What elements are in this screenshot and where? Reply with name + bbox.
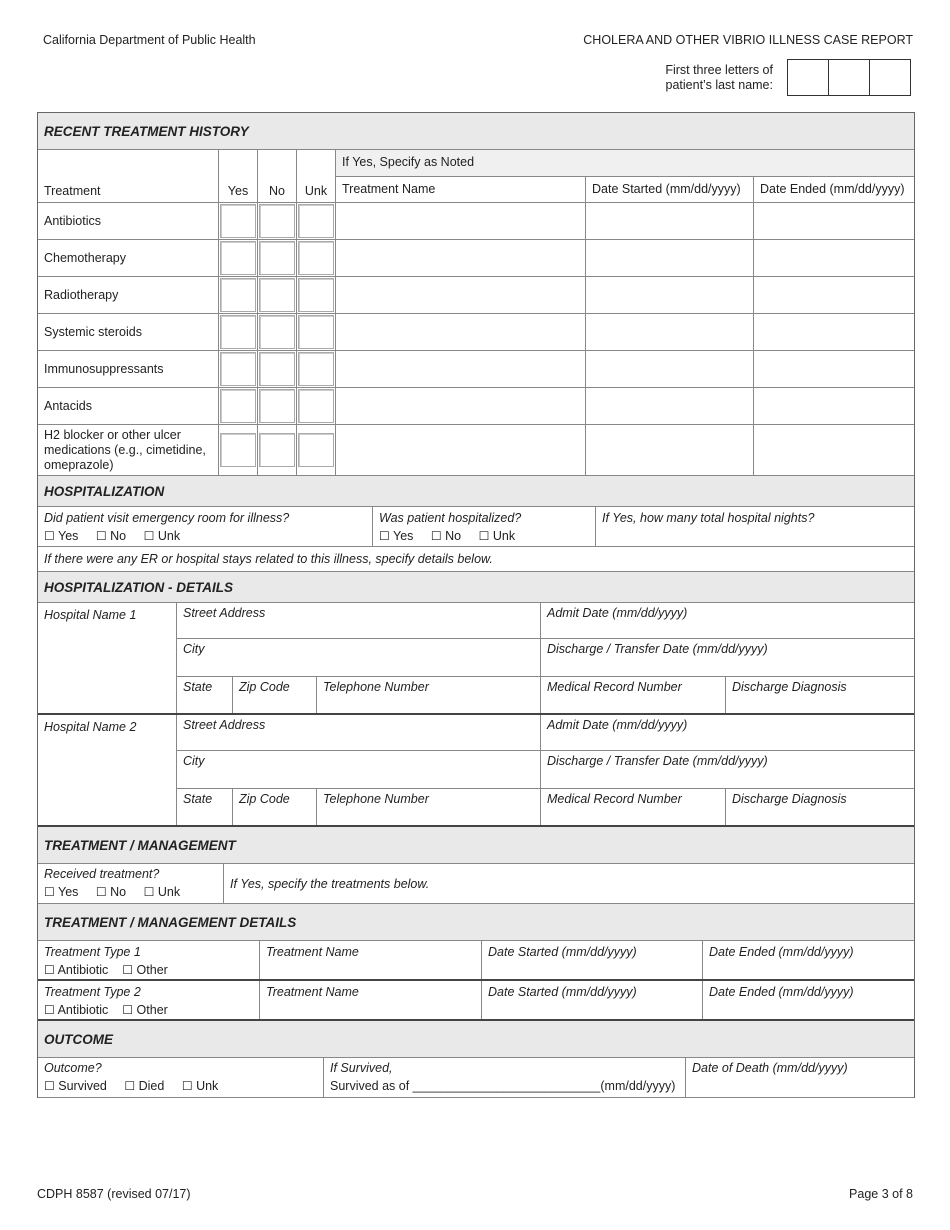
treatment-label: H2 blocker or other ulcer medications (e.g., cimetidine, omeprazole)	[38, 425, 219, 475]
date-started-field[interactable]	[586, 388, 754, 424]
treatment-label: Immunosuppressants	[38, 351, 219, 387]
section-treatment-management: TREATMENT / MANAGEMENT	[38, 827, 914, 864]
survived-as-of-field[interactable]: If Survived, Survived as of ___________________________(mm/dd/yyyy)	[324, 1058, 686, 1097]
section-treatment-management-details: TREATMENT / MANAGEMENT DETAILS	[38, 904, 914, 941]
date-of-death-field[interactable]: Date of Death (mm/dd/yyyy)	[692, 1061, 848, 1075]
treatment-type-field: Treatment Type 2 ☐ Antibiotic ☐ Other	[38, 981, 260, 1019]
street-address-field[interactable]: Street Address	[177, 715, 541, 750]
checkbox-icon: ☐	[44, 885, 55, 899]
treatment-name-field[interactable]	[336, 314, 586, 350]
treatment-type-field: Treatment Type 1 ☐ Antibiotic ☐ Other	[38, 941, 260, 979]
treatment-label: Chemotherapy	[38, 240, 219, 276]
treatment-name-field[interactable]	[336, 240, 586, 276]
yes-checkbox[interactable]	[219, 314, 258, 350]
zip-code-field[interactable]: Zip Code	[233, 789, 317, 825]
unk-checkbox[interactable]	[297, 203, 336, 239]
date-ended-field[interactable]	[754, 314, 914, 350]
date-started-field[interactable]	[586, 240, 754, 276]
treatment-label: Antacids	[38, 388, 219, 424]
checkbox-icon: ☐	[122, 963, 134, 977]
yes-checkbox[interactable]	[219, 351, 258, 387]
checkbox-icon: ☐	[478, 529, 490, 543]
hosp-yes-option[interactable]: ☐ Yes	[379, 529, 414, 543]
unk-checkbox[interactable]	[297, 425, 336, 475]
yes-checkbox[interactable]	[219, 388, 258, 424]
medical-record-number-field[interactable]: Medical Record Number	[541, 789, 726, 825]
checkbox-icon: ☐	[44, 963, 55, 977]
city-field[interactable]: City	[177, 639, 541, 675]
no-checkbox[interactable]	[258, 240, 297, 276]
discharge-diagnosis-field[interactable]: Discharge Diagnosis	[732, 791, 847, 806]
treatment-name-field[interactable]: Treatment Name	[260, 981, 482, 1019]
discharge-diagnosis-field[interactable]: Discharge Diagnosis	[732, 679, 847, 694]
checkbox-icon: ☐	[122, 1003, 134, 1017]
form-id: CDPH 8587 (revised 07/17)	[37, 1187, 191, 1201]
checkbox-icon: ☐	[143, 529, 155, 543]
last-name-letter-3-box[interactable]	[870, 59, 911, 96]
col-yes: Yes	[219, 150, 258, 202]
other-option[interactable]: ☐ Other	[122, 963, 168, 977]
yes-checkbox[interactable]	[219, 277, 258, 313]
unk-checkbox[interactable]	[297, 351, 336, 387]
if-yes-specify-label: If Yes, Specify as Noted	[336, 150, 914, 177]
treatment-label: Systemic steroids	[38, 314, 219, 350]
hospitalization-questions	[38, 507, 914, 547]
treatment-row	[38, 240, 914, 277]
outcome-unk-option[interactable]: ☐ Unk	[181, 1079, 219, 1093]
col-treatment-name: Treatment Name	[336, 177, 586, 202]
hospital-block	[38, 715, 914, 827]
street-address-field[interactable]: Street Address	[177, 603, 541, 638]
no-checkbox[interactable]	[258, 351, 297, 387]
discharge-date-field[interactable]: Discharge / Transfer Date (mm/dd/yyyy)	[547, 642, 768, 657]
treatment-name-field[interactable]	[336, 351, 586, 387]
section-outcome: OUTCOME	[38, 1021, 914, 1058]
report-title: CHOLERA AND OTHER VIBRIO ILLNESS CASE REPORT	[583, 33, 913, 47]
admit-date-field[interactable]: Admit Date (mm/dd/yyyy)	[547, 606, 688, 620]
treatment-row	[38, 425, 914, 476]
hospital-block	[38, 603, 914, 715]
last-name-letters-label: First three letters of patient’s last name:	[665, 63, 773, 92]
telephone-field[interactable]: Telephone Number	[317, 677, 541, 713]
state-field[interactable]: State	[177, 677, 233, 713]
date-ended-field[interactable]: Date Ended (mm/dd/yyyy)	[709, 985, 854, 999]
er-visit-question: Did patient visit emergency room for illness? ☐ Yes ☐ No ☐ Unk	[38, 507, 373, 546]
unk-checkbox[interactable]	[297, 314, 336, 350]
antibiotic-option[interactable]: ☐ Antibiotic	[44, 1003, 109, 1017]
date-ended-field[interactable]	[754, 425, 914, 475]
treatment-row	[38, 314, 914, 351]
admit-date-field[interactable]: Admit Date (mm/dd/yyyy)	[547, 718, 688, 732]
treatment-label: Antibiotics	[38, 203, 219, 239]
hospital-blocks	[38, 603, 914, 827]
treatment-label: Radiotherapy	[38, 277, 219, 313]
unk-checkbox[interactable]	[297, 277, 336, 313]
treatment-type-row	[38, 941, 914, 981]
no-checkbox[interactable]	[258, 425, 297, 475]
treatment-type-rows	[38, 941, 914, 1021]
outcome-survived-option[interactable]: ☐ Survived	[44, 1079, 107, 1093]
date-ended-field[interactable]	[754, 203, 914, 239]
checkbox-icon: ☐	[430, 529, 442, 543]
date-started-field[interactable]	[586, 203, 754, 239]
last-name-letter-1-box[interactable]	[787, 59, 829, 96]
treatment-row	[38, 277, 914, 314]
section-treatment-history: RECENT TREATMENT HISTORY	[38, 113, 914, 150]
city-field[interactable]: City	[177, 751, 541, 787]
treatment-type-row	[38, 981, 914, 1021]
hospital-name-field[interactable]: Hospital Name 2	[38, 715, 177, 825]
yes-checkbox[interactable]	[219, 240, 258, 276]
zip-code-field[interactable]: Zip Code	[233, 677, 317, 713]
treatment-history-header	[38, 150, 914, 203]
treatment-specify-note: If Yes, specify the treatments below.	[230, 877, 430, 891]
telephone-field[interactable]: Telephone Number	[317, 789, 541, 825]
col-no: No	[258, 150, 297, 202]
yes-checkbox[interactable]	[219, 425, 258, 475]
date-started-field[interactable]	[586, 314, 754, 350]
treatment-unk-option[interactable]: ☐ Unk	[143, 885, 181, 899]
no-checkbox[interactable]	[258, 314, 297, 350]
outcome-question: Outcome? ☐ Survived ☐ Died ☐ Unk	[38, 1058, 324, 1097]
col-unk: Unk	[297, 150, 336, 202]
hosp-no-option[interactable]: ☐ No	[430, 529, 462, 543]
date-ended-field[interactable]: Date Ended (mm/dd/yyyy)	[709, 945, 854, 959]
yes-checkbox[interactable]	[219, 203, 258, 239]
no-checkbox[interactable]	[258, 277, 297, 313]
checkbox-icon: ☐	[44, 529, 55, 543]
unk-checkbox[interactable]	[297, 240, 336, 276]
col-date-started: Date Started (mm/dd/yyyy)	[586, 177, 754, 202]
last-name-letter-2-box[interactable]	[829, 59, 870, 96]
treatment-name-field[interactable]	[336, 203, 586, 239]
checkbox-icon: ☐	[124, 1079, 136, 1093]
hospital-name-field[interactable]: Hospital Name 1	[38, 603, 177, 713]
hospitalized-question: Was patient hospitalized? ☐ Yes ☐ No ☐ Unk	[373, 507, 596, 546]
page-number: Page 3 of 8	[849, 1187, 913, 1201]
er-hospital-note: If there were any ER or hospital stays related to this illness, specify details below.	[44, 552, 493, 566]
section-hospitalization-details: HOSPITALIZATION - DETAILS	[38, 572, 914, 603]
date-started-field[interactable]	[586, 351, 754, 387]
checkbox-icon: ☐	[95, 885, 107, 899]
date-ended-field[interactable]	[754, 240, 914, 276]
treatment-row	[38, 351, 914, 388]
case-report-form	[37, 112, 915, 1098]
treatment-row	[38, 388, 914, 425]
treatment-row	[38, 203, 914, 240]
date-ended-field[interactable]	[754, 277, 914, 313]
antibiotic-option[interactable]: ☐ Antibiotic	[44, 963, 109, 977]
date-started-field[interactable]	[586, 425, 754, 475]
outcome-died-option[interactable]: ☐ Died	[124, 1079, 165, 1093]
checkbox-icon: ☐	[44, 1003, 55, 1017]
checkbox-icon: ☐	[143, 885, 155, 899]
er-yes-option[interactable]: ☐ Yes	[44, 529, 79, 543]
col-treatment: Treatment	[38, 150, 219, 202]
checkbox-icon: ☐	[379, 529, 390, 543]
treatment-name-field[interactable]: Treatment Name	[260, 941, 482, 979]
hosp-unk-option[interactable]: ☐ Unk	[478, 529, 516, 543]
treatment-yes-option[interactable]: ☐ Yes	[44, 885, 79, 899]
unk-checkbox[interactable]	[297, 388, 336, 424]
no-checkbox[interactable]	[258, 203, 297, 239]
agency-name: California Department of Public Health	[43, 33, 256, 47]
discharge-date-field[interactable]: Discharge / Transfer Date (mm/dd/yyyy)	[547, 754, 768, 769]
section-hospitalization: HOSPITALIZATION	[38, 476, 914, 507]
received-treatment-question: Received treatment? ☐ Yes ☐ No ☐ Unk	[38, 864, 224, 903]
other-option[interactable]: ☐ Other	[122, 1003, 168, 1017]
date-ended-field[interactable]	[754, 351, 914, 387]
medical-record-number-field[interactable]: Medical Record Number	[541, 677, 726, 713]
treatment-name-field[interactable]	[336, 277, 586, 313]
treatment-history-rows	[38, 203, 914, 476]
date-started-field[interactable]: Date Started (mm/dd/yyyy)	[482, 981, 703, 1019]
date-started-field[interactable]	[586, 277, 754, 313]
checkbox-icon: ☐	[181, 1079, 193, 1093]
no-checkbox[interactable]	[258, 388, 297, 424]
date-started-field[interactable]: Date Started (mm/dd/yyyy)	[482, 941, 703, 979]
er-unk-option[interactable]: ☐ Unk	[143, 529, 181, 543]
checkbox-icon: ☐	[95, 529, 107, 543]
date-ended-field[interactable]	[754, 388, 914, 424]
er-no-option[interactable]: ☐ No	[95, 529, 127, 543]
hospital-nights-field[interactable]: If Yes, how many total hospital nights?	[602, 511, 815, 525]
state-field[interactable]: State	[177, 789, 233, 825]
col-date-ended: Date Ended (mm/dd/yyyy)	[760, 182, 905, 196]
checkbox-icon: ☐	[44, 1079, 55, 1093]
treatment-no-option[interactable]: ☐ No	[95, 885, 127, 899]
treatment-name-field[interactable]	[336, 425, 586, 475]
treatment-name-field[interactable]	[336, 388, 586, 424]
